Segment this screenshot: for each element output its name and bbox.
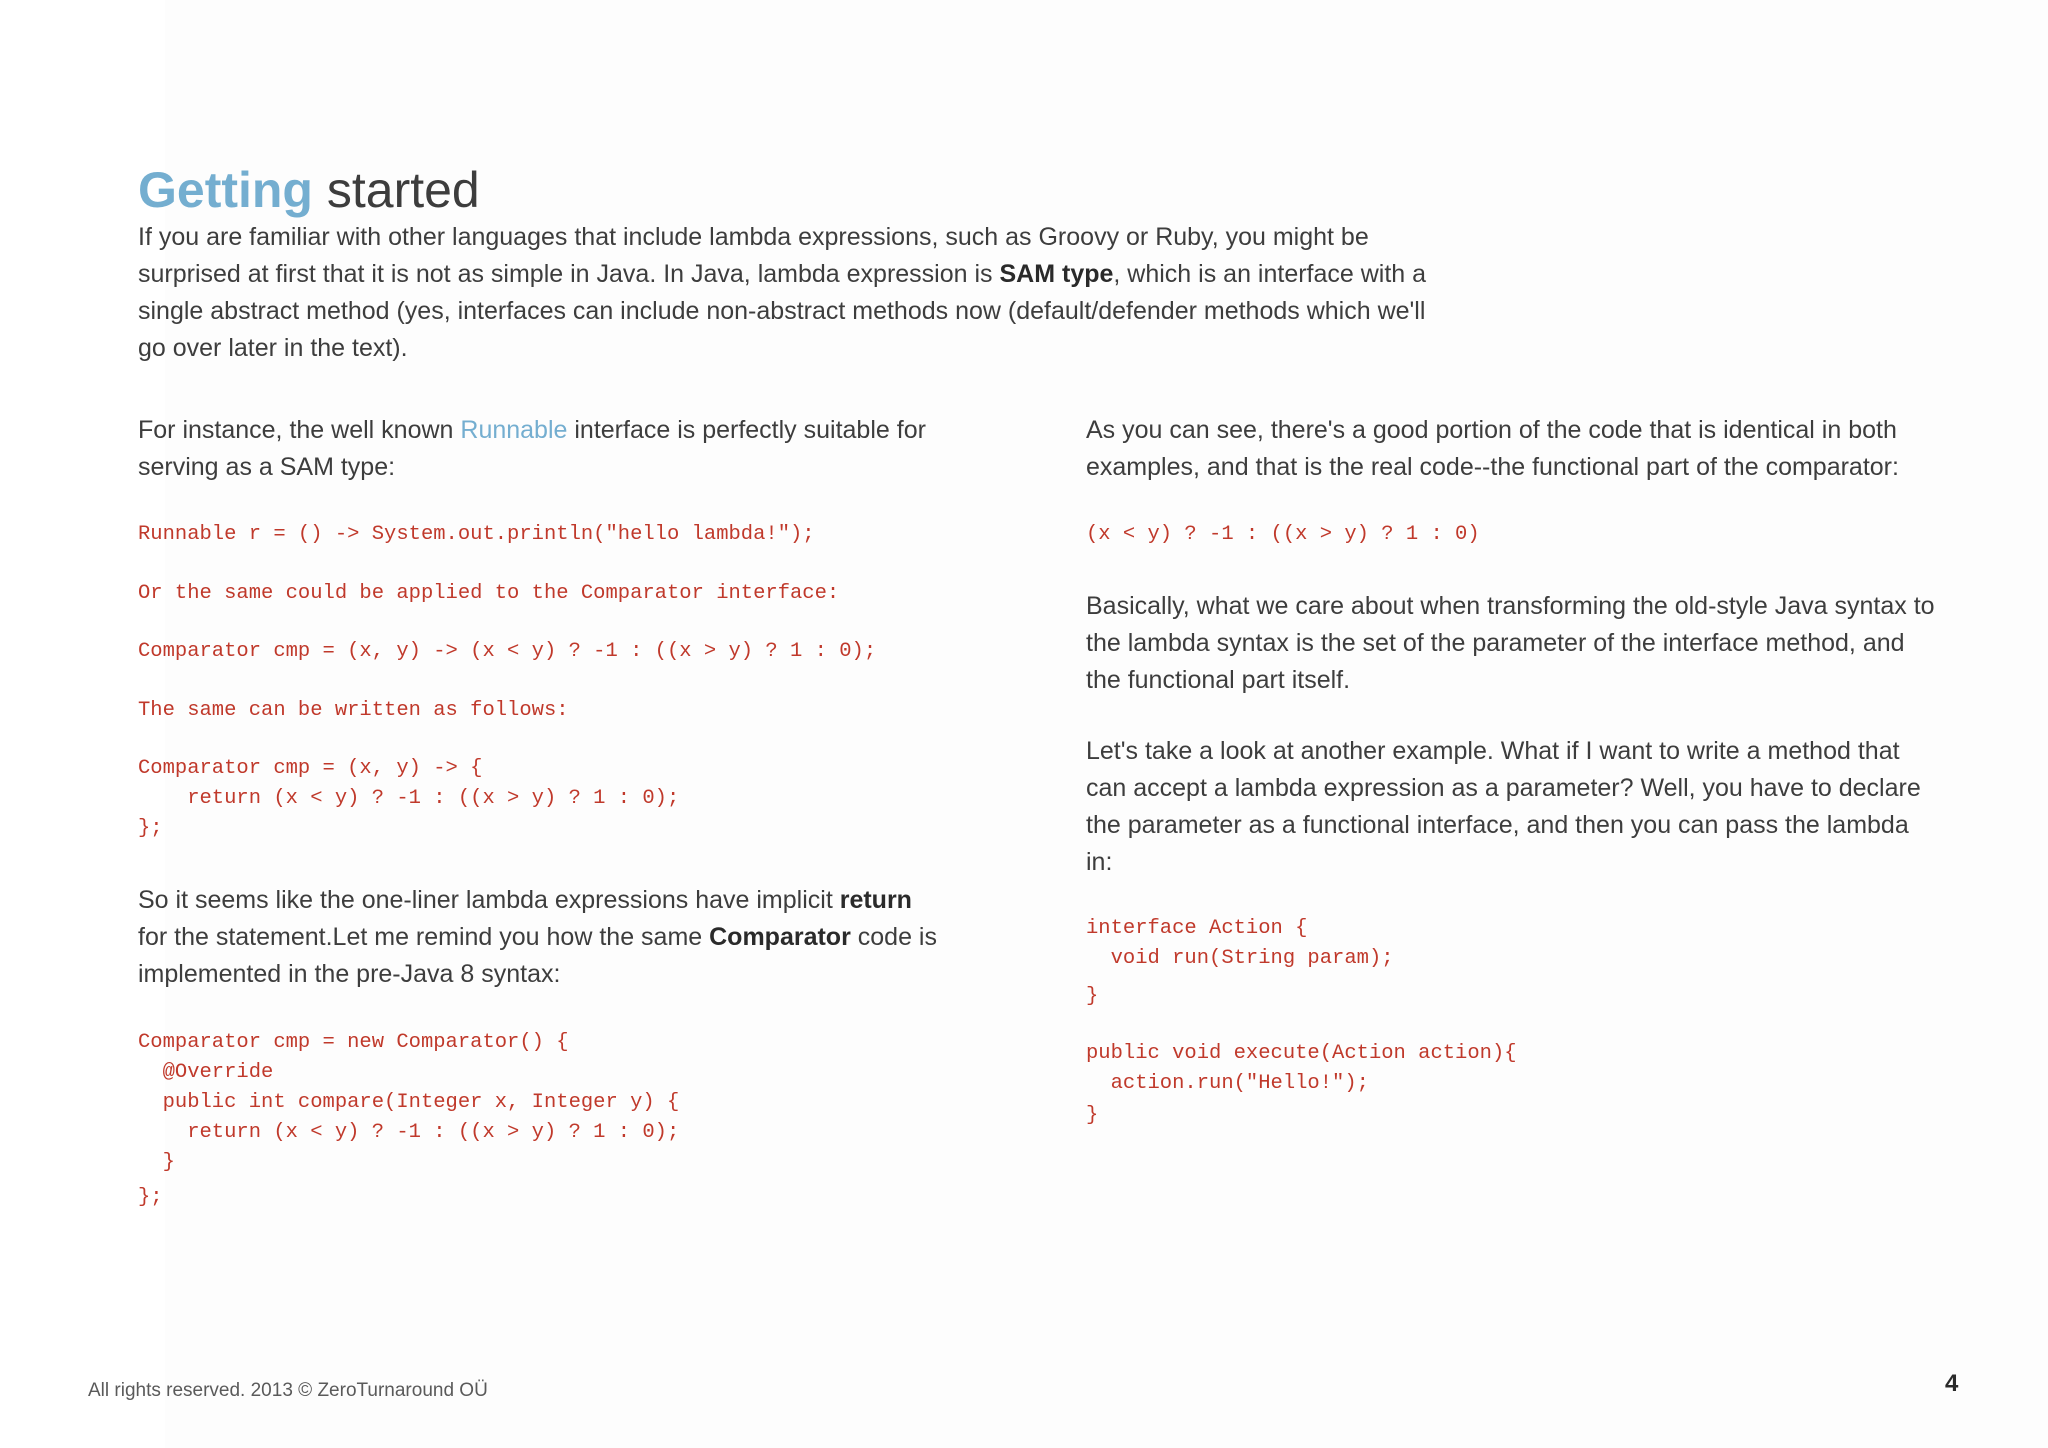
intro-text: surprised at first that it is not as simple in Java. In Java, lambda expression is xyxy=(138,260,1000,288)
text: code is xyxy=(850,923,937,951)
intro-text: , which is an interface with a xyxy=(1113,260,1427,288)
right-column-paragraph-1 xyxy=(1086,412,1986,486)
text: for the statement.Let me remind you how the same xyxy=(138,923,710,951)
intro-line: single abstract method (yes, interfaces can include non-abstract methods now (default/defender methods which we'll xyxy=(138,297,1426,325)
code-comment: Or the same could be applied to the Comparator interface: xyxy=(138,582,840,605)
code-snippet-runnable: Runnable r = () -> System.out.println("hello lambda!"); xyxy=(138,523,815,546)
runnable-link[interactable]: Runnable xyxy=(460,416,568,444)
text-line: As you can see, there's a good portion of the code that is identical in both xyxy=(1086,416,1897,444)
code-block-line: }; xyxy=(138,817,163,840)
text-line xyxy=(138,882,998,919)
code-block-line: Comparator cmp = (x, y) -> { xyxy=(138,757,483,780)
code-snippet-functional-part: (x < y) ? -1 : ((x > y) ? 1 : 0) xyxy=(1086,523,1480,546)
code-block-line: return (x < y) ? -1 : ((x > y) ? 1 : 0); xyxy=(138,1121,680,1144)
text-line: the functional part itself. xyxy=(1086,666,1351,694)
footer-copyright: All rights reserved. 2013 © ZeroTurnaround OÜ xyxy=(88,1380,488,1401)
text-line: can accept a lambda expression as a parameter? Well, you have to declare xyxy=(1086,774,1921,802)
text-line xyxy=(138,412,998,449)
heading-bold-word: Getting xyxy=(138,162,313,218)
code-block-line: } xyxy=(138,1151,175,1174)
bold-term: return xyxy=(839,886,912,914)
section-heading xyxy=(138,160,480,220)
right-column-paragraph-2 xyxy=(1086,588,1986,699)
code-block-line: public void execute(Action action){ xyxy=(1086,1042,1517,1065)
code-block-line: } xyxy=(1086,985,1099,1008)
text: interface is perfectly suitable for xyxy=(567,416,926,444)
text-line: examples, and that is the real code--the functional part of the comparator: xyxy=(1086,453,1899,481)
code-block-line: return (x < y) ? -1 : ((x > y) ? 1 : 0); xyxy=(138,787,680,810)
code-block-line: action.run("Hello!"); xyxy=(1086,1072,1369,1095)
text-line: serving as a SAM type: xyxy=(138,453,396,481)
code-block-line: interface Action { xyxy=(1086,917,1308,940)
left-column-paragraph-1 xyxy=(138,412,998,486)
page-number: 4 xyxy=(1945,1370,1959,1397)
code-block-line: void run(String param); xyxy=(1086,947,1394,970)
code-block-line: } xyxy=(1086,1104,1099,1127)
intro-line: If you are familiar with other languages that include lambda expressions, such as Groovy or Ruby, you might be xyxy=(138,223,1369,251)
intro-line xyxy=(138,256,1478,293)
code-snippet-comparator-lambda: Comparator cmp = (x, y) -> (x < y) ? -1 : ((x > y) ? 1 : 0); xyxy=(138,640,877,663)
code-block-line: @Override xyxy=(138,1061,274,1084)
text-line: the lambda syntax is the set of the parameter of the interface method, and xyxy=(1086,629,1905,657)
code-block-line: }; xyxy=(138,1186,163,1209)
text-line: the parameter as a functional interface, and then you can pass the lambda xyxy=(1086,811,1909,839)
code-block-line: public int compare(Integer x, Integer y) { xyxy=(138,1091,680,1114)
text-line: Let's take a look at another example. What if I want to write a method that xyxy=(1086,737,1900,765)
intro-line: go over later in the text). xyxy=(138,334,408,362)
bold-term: Comparator xyxy=(709,923,851,951)
text-line xyxy=(138,919,998,956)
left-column-paragraph-2 xyxy=(138,882,998,993)
intro-paragraph xyxy=(138,219,1478,367)
code-block-line: Comparator cmp = new Comparator() { xyxy=(138,1031,569,1054)
text: For instance, the well known xyxy=(138,416,461,444)
right-column-paragraph-3 xyxy=(1086,733,1986,881)
text-line: in: xyxy=(1086,848,1113,876)
intro-bold-term: SAM type xyxy=(999,260,1114,288)
code-comment: The same can be written as follows: xyxy=(138,699,569,722)
text-line: implemented in the pre-Java 8 syntax: xyxy=(138,960,561,988)
text-line: Basically, what we care about when transforming the old-style Java syntax to xyxy=(1086,592,1935,620)
text: So it seems like the one-liner lambda expressions have implicit xyxy=(138,886,840,914)
heading-light-word: started xyxy=(312,162,480,218)
